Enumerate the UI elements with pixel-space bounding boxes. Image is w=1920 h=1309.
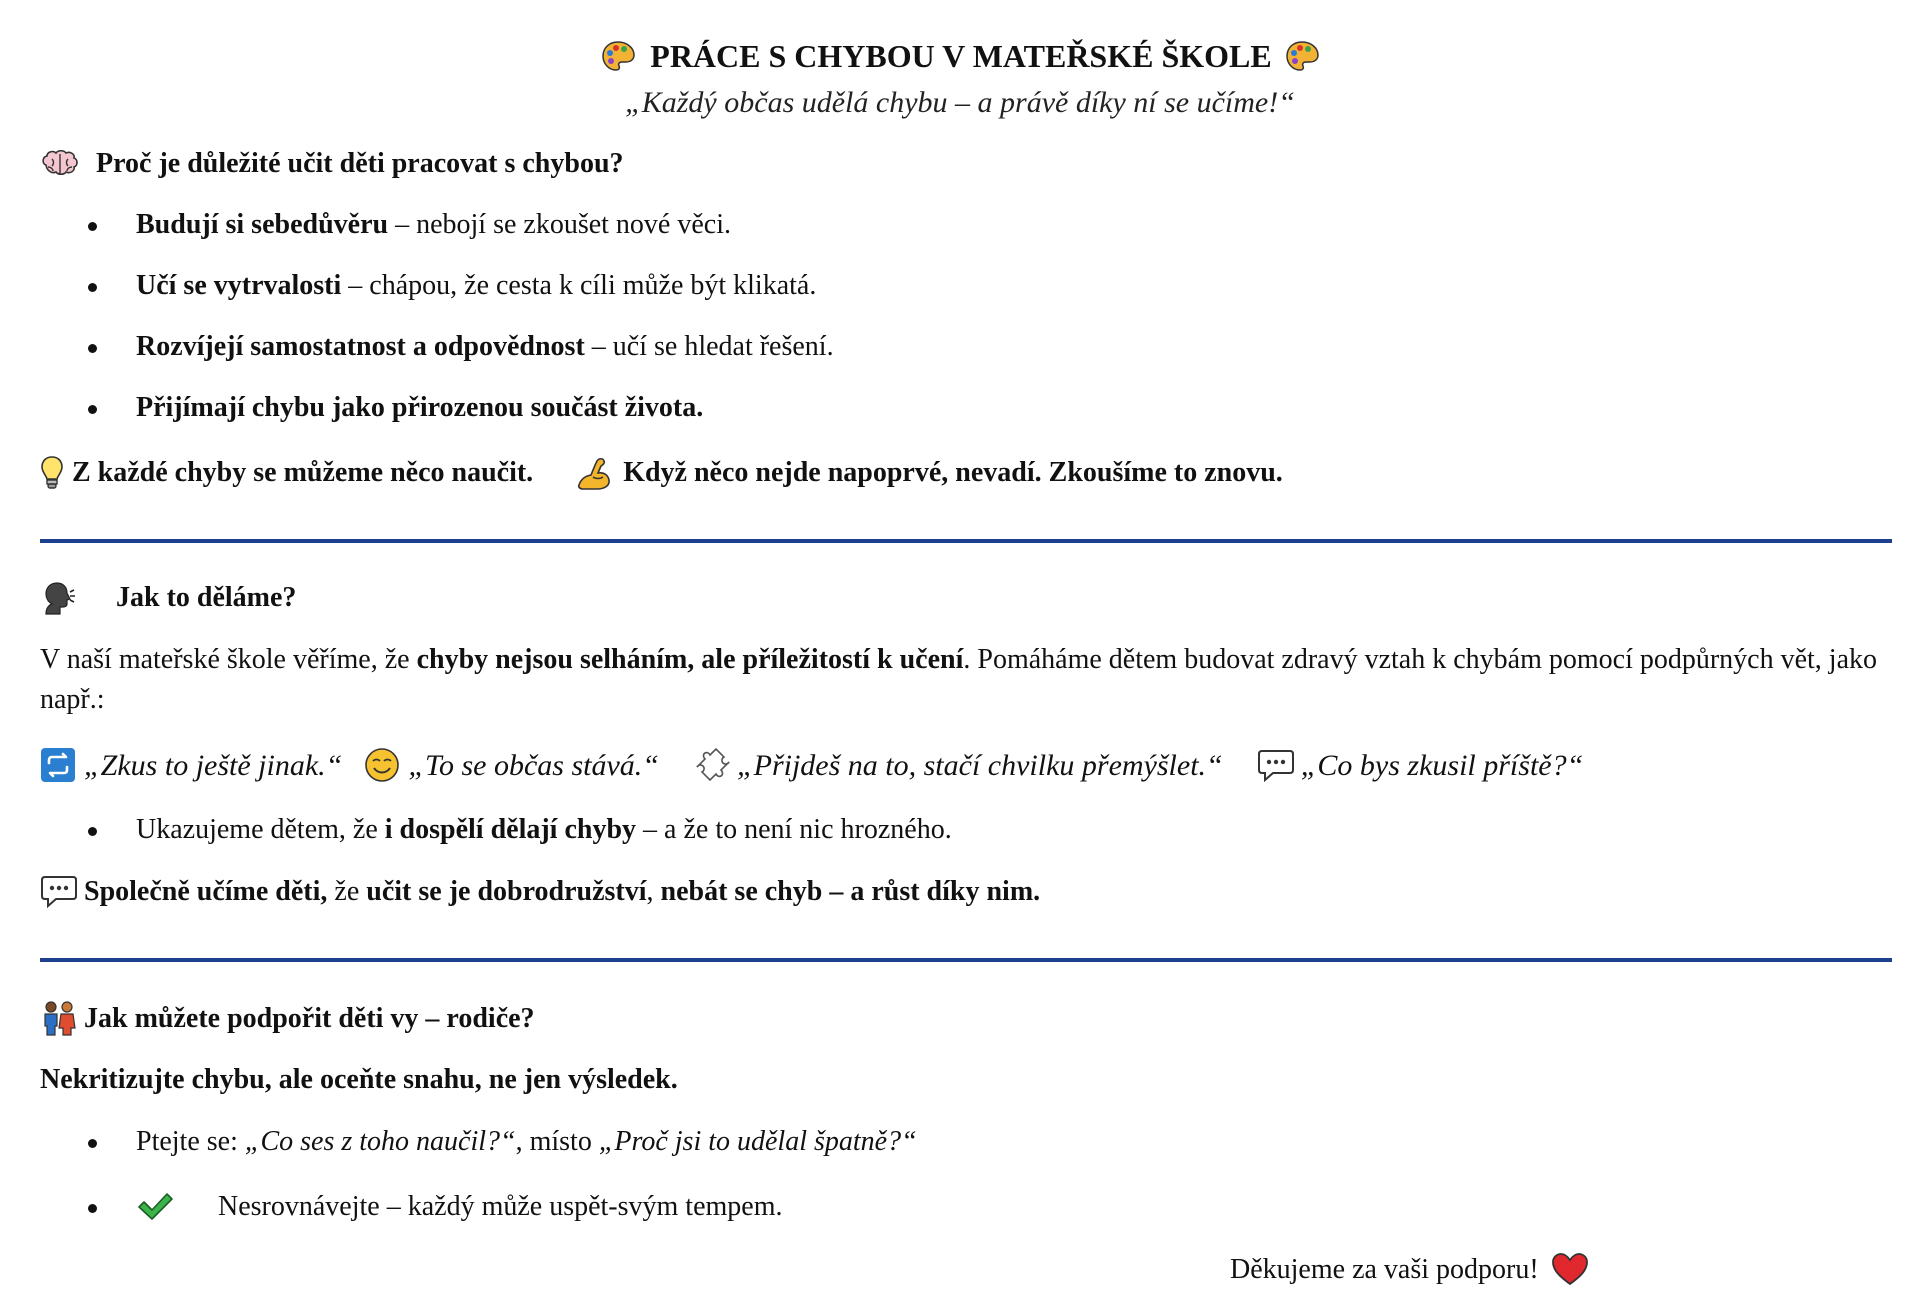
flexed-biceps-icon: [575, 455, 613, 491]
list-item: [136, 207, 731, 243]
page-title: [0, 36, 1920, 78]
bullet-dot: [88, 1139, 97, 1148]
speech-bubble-icon: [40, 874, 78, 908]
section-divider: [40, 958, 1892, 962]
section3-subheading: Nekritizujte chybu, ale oceňte snahu, ne jen výsledek.: [40, 1064, 678, 1095]
repeat-icon: [40, 747, 76, 783]
section3-heading-text: Jak můžete podpořit děti vy – rodiče?: [84, 1003, 535, 1034]
list-item-text: Ptejte se:: [136, 1126, 245, 1157]
list-item-quote: „Proč jsi to udělal špatně?“: [598, 1126, 917, 1157]
list-item: [136, 1189, 783, 1225]
closing-text: nebát se chyb – a růst díky nim.: [660, 876, 1041, 907]
support-phrase: „Co bys zkusil příště?“: [1300, 749, 1584, 782]
support-phrases-row: [40, 746, 1583, 786]
bullet-dot: [88, 405, 97, 414]
support-phrase: „To se občas stává.“: [408, 749, 659, 782]
section1-heading-text: Proč je důležité učit děti pracovat s chybou?: [96, 148, 624, 179]
bullet-dot: [88, 222, 97, 231]
closing-text: učit se je dobrodružství: [366, 876, 647, 907]
intro-paragraph: [40, 640, 1890, 720]
list-item: [136, 268, 816, 304]
closing-text: Společně učíme děti,: [84, 876, 328, 907]
page-subtitle: „Každý občas udělá chybu – a právě díky ní se učíme!“: [625, 86, 1295, 119]
paragraph-bold: chyby nejsou selháním, ale příležitostí k učení: [416, 644, 964, 675]
list-item-text: – nebojí se zkoušet nové věci.: [388, 209, 731, 240]
list-item-text: – a že to není nic hrozného.: [636, 814, 952, 845]
closing-text: že: [327, 876, 367, 907]
list-item-bold: Učí se vytrvalosti: [136, 270, 342, 301]
list-item: [136, 329, 834, 365]
bullet-dot: [88, 344, 97, 353]
tips-row: [40, 455, 1283, 493]
palette-icon: [1284, 39, 1320, 75]
list-item-text: – chápou, že cesta k cíli může být klikatá.: [341, 270, 817, 301]
list-item-text: – učí se hledat řešení.: [584, 331, 834, 362]
bullet-dot: [88, 827, 97, 836]
list-item-bold: Budují si sebedůvěru: [136, 209, 389, 240]
closing-statement: [40, 874, 1040, 911]
tip-text: Když něco nejde napoprvé, nevadí. Zkoušíme to znovu.: [623, 457, 1283, 488]
list-item-text: Ukazujeme dětem, že: [136, 814, 385, 845]
thanks-line: [1230, 1252, 1589, 1289]
bullet-dot: [88, 283, 97, 292]
section2-heading: [40, 580, 296, 618]
list-item-bold: Rozvíjejí samostatnost a odpovědnost: [136, 331, 585, 362]
bullet-dot: [88, 1204, 97, 1213]
support-phrase: „Přijdeš na to, stačí chvilku přemýšlet.“: [736, 749, 1223, 782]
list-item-quote: „Co ses z toho naučil?“: [244, 1126, 516, 1157]
list-item-bold: Přijímají chybu jako přirozenou součást života.: [136, 392, 704, 423]
light-bulb-icon: [40, 455, 64, 491]
brain-icon: [40, 149, 80, 179]
check-mark-icon: [136, 1191, 174, 1221]
smiling-face-icon: [364, 747, 400, 783]
list-item: [136, 1124, 917, 1160]
speaking-head-icon: [40, 580, 76, 616]
list-item-text: Nesrovnávejte – každý může uspět-svým tempem.: [218, 1191, 783, 1222]
section-divider: [40, 539, 1892, 543]
speech-bubble-icon: [1257, 748, 1295, 782]
list-item-text: , místo: [515, 1126, 599, 1157]
section3-heading: [40, 1001, 535, 1039]
family-icon: [40, 1000, 78, 1036]
thanks-text: Děkujeme za vaši podporu!: [1230, 1254, 1539, 1285]
puzzle-piece-icon: [693, 747, 731, 783]
section2-heading-text: Jak to děláme?: [116, 582, 297, 613]
paragraph-text: V naší mateřské škole věříme, že: [40, 644, 417, 675]
title-text: PRÁCE S CHYBOU V MATEŘSKÉ ŠKOLE: [650, 38, 1272, 74]
support-phrase: „Zkus to ještě jinak.“: [84, 749, 343, 782]
list-item: [136, 812, 952, 848]
tip-text: Z každé chyby se můžeme něco naučit.: [72, 457, 534, 488]
section1-heading: [40, 146, 624, 182]
list-item: [136, 390, 703, 426]
palette-icon: [600, 39, 636, 75]
closing-text: ,: [646, 876, 661, 907]
list-item-bold: i dospělí dělají chyby: [384, 814, 637, 845]
red-heart-icon: [1551, 1252, 1589, 1286]
paragraph-text: . Pomáháme dětem budovat zdravý vztah k chybám pomocí podpůrných vět, jako např.:: [40, 644, 1878, 715]
